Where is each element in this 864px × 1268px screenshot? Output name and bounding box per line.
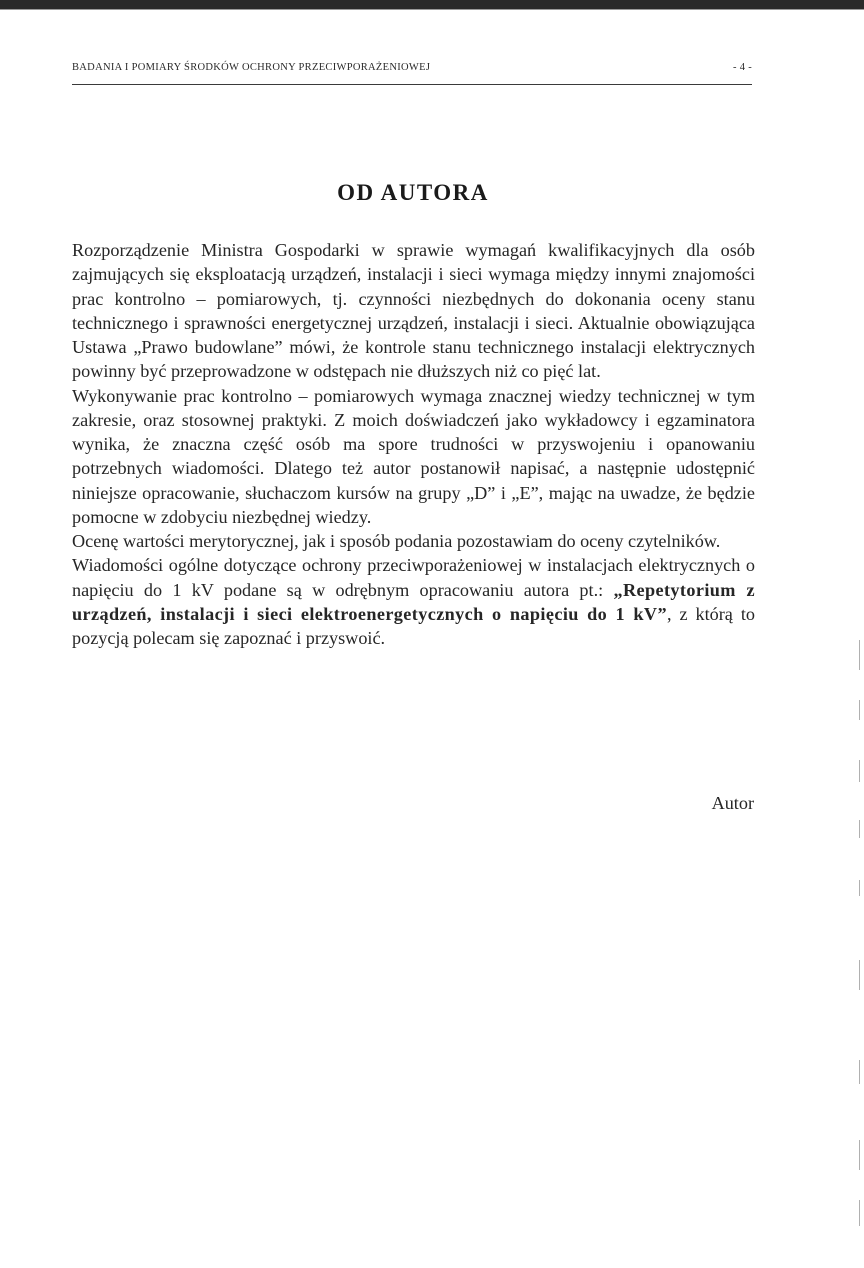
header-rule <box>72 84 752 85</box>
paragraph-4-lead: Wiadomości ogólne dotyczące ochrony przeciwporażeniowej w instalacjach elektrycznych o napięciu do 1 kV podane są w odrębnym opracowaniu autora pt.: <box>72 555 755 600</box>
scan-edge-mark <box>859 700 860 720</box>
scan-edge-mark <box>859 1140 860 1170</box>
scan-edge-mark <box>859 1060 860 1084</box>
paragraph-4 <box>72 553 755 650</box>
scan-edge-mark <box>859 820 860 838</box>
body-text <box>72 238 755 650</box>
author-signature: Autor <box>711 793 754 813</box>
chapter-title: OD AUTORA <box>337 180 489 205</box>
scan-top-border-shadow <box>0 9 864 10</box>
referenced-book-title: „Repetytorium z urządzeń, instalacji i sieci elektroenergetycznych o napięciu do 1 kV” <box>72 579 755 624</box>
scan-edge-mark <box>859 960 860 990</box>
running-header <box>72 62 752 80</box>
running-header-title: BADANIA I POMIARY ŚRODKÓW OCHRONY PRZECIWPORAŻENIOWEJ <box>72 62 431 73</box>
scan-top-border <box>0 0 864 9</box>
paragraph-3: Ocenę wartości merytorycznej, jak i sposób podania pozostawiam do oceny czytelników. <box>72 531 721 551</box>
paragraph-4-tail: , z którą to pozycją polecam się zapoznać i przyswoić. <box>72 603 755 648</box>
page-number: - 4 - <box>733 62 752 73</box>
scan-edge-mark <box>859 880 860 896</box>
scan-edge-mark <box>859 1200 860 1226</box>
paragraph-2: Wykonywanie prac kontrolno – pomiarowych wymaga znacznej wiedzy technicznej w tym zakresie, oraz stosownej praktyki. Z moich doświadczeń jako wykładowcy i egzaminatora wynika, że znaczna część osób ma spore trudności w przyswojeniu i opanowaniu potrzebnych wiadomości. Dlatego też autor postanowił napisać, a następnie udostępnić niniejsze opracowanie, słuchaczom kursów na grupy „D” i „E”, mając na uwadze, że będzie pomocne w zdobyciu niezbędnej wiedzy. <box>72 385 755 527</box>
paragraph-1: Rozporządzenie Ministra Gospodarki w sprawie wymagań kwalifikacyjnych dla osób zajmujących się eksploatacją urządzeń, instalacji i sieci wymaga między innymi znajomości prac kontrolno – pomiarowych, tj. czynności niezbędnych do dokonania oceny stanu technicznego i sprawności energetycznej urządzeń, instalacji i sieci. Aktualnie obowiązująca Ustawa „Prawo budowlane” mówi, że kontrole stanu technicznego instalacji elektrycznych powinny być przeprowadzone w odstępach nie dłuższych niż co pięć lat. <box>72 240 755 382</box>
scan-edge-mark <box>859 760 860 782</box>
scan-edge-mark <box>859 640 860 670</box>
